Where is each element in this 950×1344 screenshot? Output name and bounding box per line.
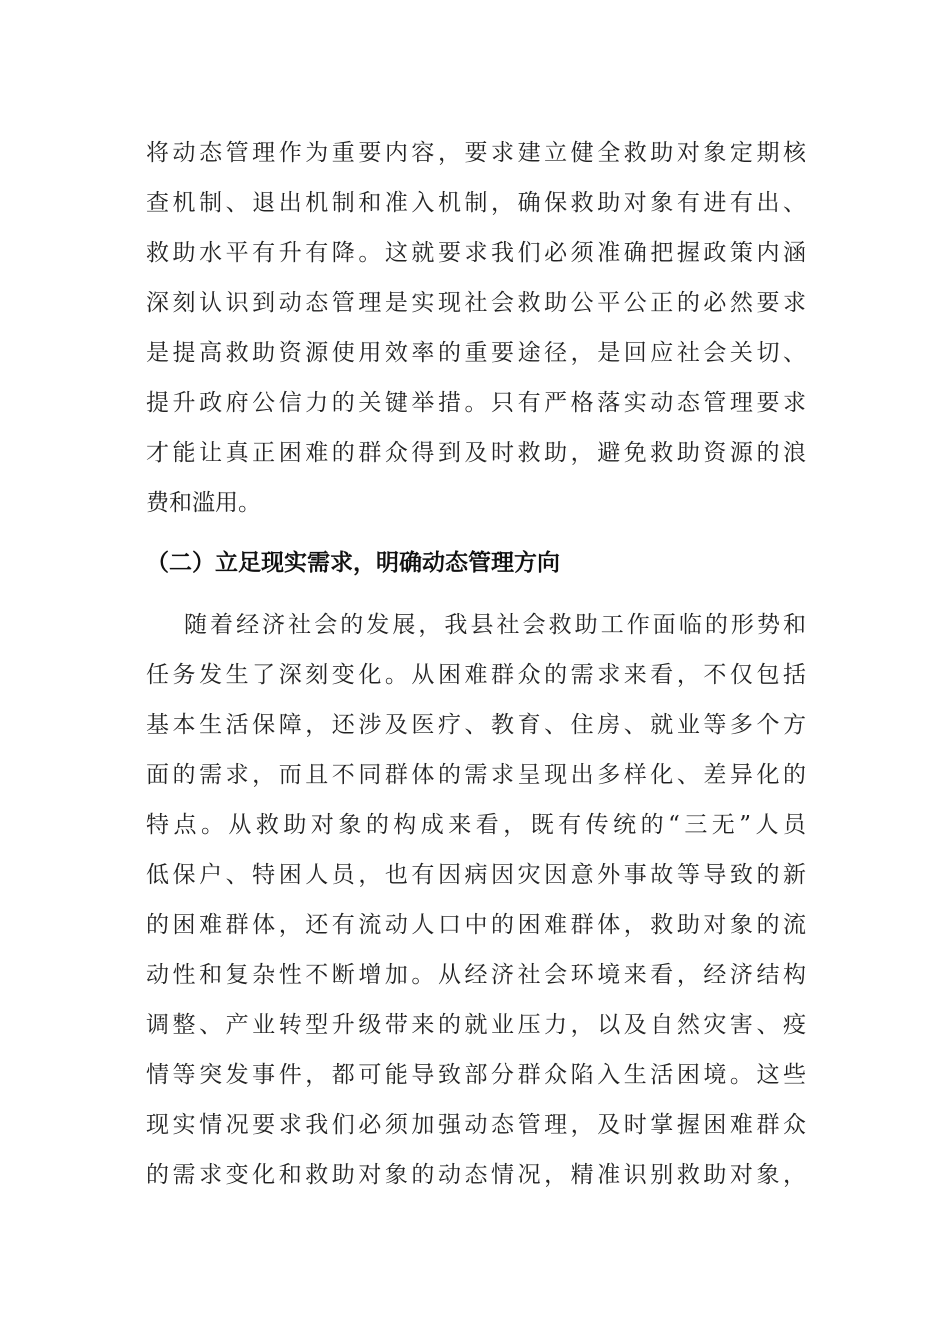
paragraph-line: 提升政府公信力的关键举措。只有严格落实动态管理要求	[146, 390, 806, 416]
paragraph-line: 随着经济社会的发展，我县社会救助工作面临的形势和	[184, 612, 806, 638]
paragraph-line: 情等突发事件，都可能导致部分群众陷入生活困境。这些	[146, 1062, 806, 1088]
paragraph-dynamic-management-importance	[146, 128, 806, 528]
paragraph-realistic-needs	[146, 600, 806, 1200]
paragraph-line: 救助水平有升有降。这就要求我们必须准确把握政策内涵	[146, 240, 806, 266]
paragraph-line: 调整、产业转型升级带来的就业压力，以及自然灾害、疫	[146, 1012, 806, 1038]
section-heading-2: （二）立足现实需求，明确动态管理方向	[146, 549, 560, 576]
paragraph-line: 查机制、退出机制和准入机制，确保救助对象有进有出、	[146, 190, 806, 216]
paragraph-line: 特点。从救助对象的构成来看，既有传统的“三无”人员	[146, 812, 806, 838]
paragraph-line: 任务发生了深刻变化。从困难群众的需求来看，不仅包括	[146, 662, 806, 688]
paragraph-line: 将动态管理作为重要内容，要求建立健全救助对象定期核	[146, 140, 806, 166]
paragraph-line: 才能让真正困难的群众得到及时救助，避免救助资源的浪	[146, 440, 806, 466]
paragraph-line: 动性和复杂性不断增加。从经济社会环境来看，经济结构	[146, 962, 806, 988]
paragraph-line: 面的需求，而且不同群体的需求呈现出多样化、差异化的	[146, 762, 806, 788]
paragraph-line: 现实情况要求我们必须加强动态管理，及时掌握困难群众	[146, 1112, 806, 1138]
paragraph-line: 的需求变化和救助对象的动态情况，精准识别救助对象，	[146, 1162, 806, 1188]
paragraph-line: 基本生活保障，还涉及医疗、教育、住房、就业等多个方	[146, 712, 806, 738]
paragraph-line: 的困难群体，还有流动人口中的困难群体，救助对象的流	[146, 912, 806, 938]
paragraph-line: 低保户、特困人员，也有因病因灾因意外事故等导致的新	[146, 862, 806, 888]
paragraph-line: 是提高救助资源使用效率的重要途径，是回应社会关切、	[146, 340, 806, 366]
paragraph-line: 费和滥用。	[146, 490, 261, 516]
paragraph-line: 深刻认识到动态管理是实现社会救助公平公正的必然要求	[146, 290, 806, 316]
